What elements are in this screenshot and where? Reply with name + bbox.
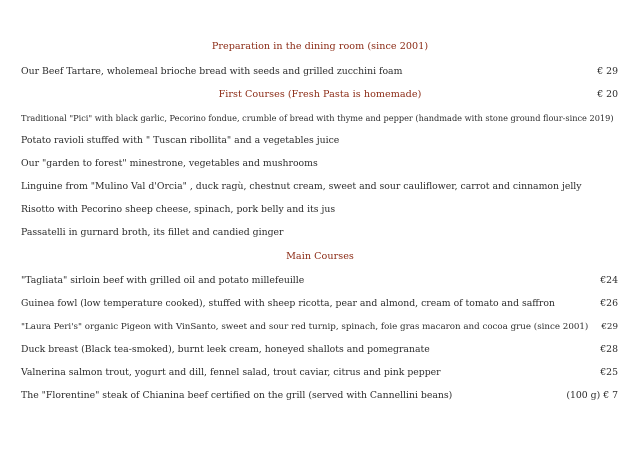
section-price-row xyxy=(21,89,618,101)
menu-item xyxy=(21,275,618,287)
section-price: € 20 xyxy=(597,89,618,100)
menu-item-name: "Laura Peri's" organic Pigeon with VinSanto, sweet and sour red turnip, spinach, foie gras macaron and cocoa grue (since 2001) xyxy=(21,322,589,332)
menu-item-name: Linguine from "Mulino Val d'Orcia" , duck ragù, chestnut cream, sweet and sour cauliflower, carrot and cinnamon jelly xyxy=(21,181,582,192)
menu-item-name: Risotto with Pecorino sheep cheese, spinach, pork belly and its jus xyxy=(21,204,336,215)
menu-item-name: Duck breast (Black tea-smoked), burnt leek cream, honeyed shallots and pomegranate xyxy=(21,344,430,355)
menu-item xyxy=(21,390,618,402)
menu-item xyxy=(21,227,618,239)
menu-item-price: €26 xyxy=(600,298,618,309)
menu-item xyxy=(21,158,618,170)
menu-item-name: Our Beef Tartare, wholemeal brioche bread with seeds and grilled zucchini foam xyxy=(21,66,403,77)
menu-item-name: Potato ravioli stuffed with " Tuscan ribollita" and a vegetables juice xyxy=(21,135,340,146)
menu-item-price: €24 xyxy=(600,275,618,286)
menu-item xyxy=(21,321,618,333)
menu-item-name: Guinea fowl (low temperature cooked), stuffed with sheep ricotta, pear and almond, cream of tomato and saffron xyxy=(21,298,555,309)
menu-item xyxy=(21,344,618,356)
section-heading-dining-room: Preparation in the dining room (since 2001) xyxy=(211,41,429,52)
section-heading-first-courses: First Courses (Fresh Pasta is homemade) xyxy=(218,89,422,100)
menu-item-price: (100 g) € 7 xyxy=(566,390,618,401)
menu-item xyxy=(21,135,618,147)
menu-item xyxy=(21,112,618,124)
menu-item-name: "Tagliata" sirloin beef with grilled oil and potato millefeuille xyxy=(21,275,305,286)
section-heading-main-courses: Main Courses xyxy=(286,251,354,262)
menu-item-price: €25 xyxy=(600,367,618,378)
menu-item-name: Traditional "Pici" with black garlic, Pecorino fondue, crumble of bread with thyme and pepper (handmade with stone ground flour-since 2019) xyxy=(21,113,614,123)
menu-item xyxy=(21,204,618,216)
menu-item xyxy=(21,298,618,310)
menu-item-price: € 29 xyxy=(597,66,618,77)
menu-item-name: Our "garden to forest" minestrone, vegetables and mushrooms xyxy=(21,158,318,169)
menu-item-name: The "Florentine" steak of Chianina beef certified on the grill (served with Cannellini beans) xyxy=(21,390,453,401)
menu-item xyxy=(21,181,618,193)
menu-item-name: Passatelli in gurnard broth, its fillet and candied ginger xyxy=(21,227,284,238)
menu-item-price: €29 xyxy=(601,322,618,332)
menu-item xyxy=(21,66,618,78)
menu-item xyxy=(21,367,618,379)
menu-item-price: €28 xyxy=(600,344,618,355)
menu-item-name: Valnerina salmon trout, yogurt and dill, fennel salad, trout caviar, citrus and pink pepper xyxy=(21,367,441,378)
